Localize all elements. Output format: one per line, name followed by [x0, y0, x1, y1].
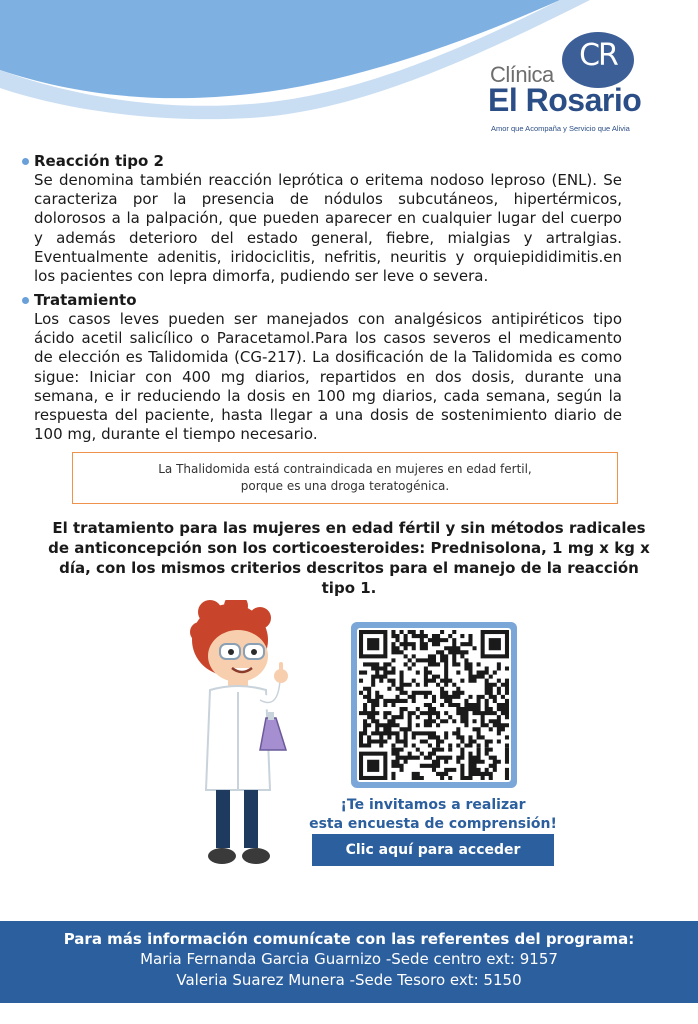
logo-monogram: CR: [579, 38, 617, 73]
section-tratamiento: [34, 291, 622, 444]
qr-code-icon: [357, 628, 511, 782]
invite-line-2: esta encuesta de comprensión!: [309, 816, 557, 832]
survey-access-button[interactable]: Clic aquí para acceder: [312, 834, 554, 866]
section-body: Los casos leves pueden ser manejados con analgésicos antipiréticos tipo ácido acetil salicílico o Paracetamol.Para los casos severos el medicamento de elección es Talidomida (CG-217). La dosificación de la Talidomida es como sigue: Iniciar con 400 mg diarios, repartidos en dos dosis, durante una semana, e ir reduciendo la dosis en 100 mg diarios, cada semana, según la respuesta del paciente, hasta llegar a una dosis de sostenimiento diario de 100 mg, durante el tiempo necesario.: [34, 310, 622, 444]
footer-contact-1: Maria Fernanda Garcia Guarnizo -Sede centro ext: 9157: [140, 950, 558, 968]
contact-footer: [0, 921, 698, 1003]
footer-contact-2: Valeria Suarez Munera -Sede Tesoro ext: 5150: [176, 971, 522, 989]
footer-heading: Para más información comunícate con las referentes del programa:: [63, 930, 635, 948]
note-line-1: La Thalidomida está contraindicada en mujeres en edad fertil,: [158, 462, 532, 476]
section-body: Se denomina también reacción leprótica o eritema nodoso leproso (ENL). Se caracteriza por la presencia de nódulos subcutáneos, hipertérmicos, dolorosos a la palpación, que pueden aparecer en cualquier lugar del cuerpo y además deterioro del estado general, fiebre, mialgias y artralgias. Eventualmente adenitis, iridociclitis, nefritis, neuritis y orquiepididimitis.en los pacientes con lepra dimorfa, pudiendo ser leve o severa.: [34, 171, 622, 286]
invite-line-1: ¡Te invitamos a realizar: [340, 797, 526, 813]
treatment-summary: El tratamiento para las mujeres en edad fértil y sin métodos radicales de anticoncepción son los corticoesteroides: Prednisolona, 1 mg x kg x día, con los mismos criterios descritos para el manejo de la reacción tipo 1.: [48, 519, 650, 597]
clinic-logo: [488, 32, 668, 142]
contraindication-note: [72, 452, 618, 504]
logo-tagline: Amor que Acompaña y Servicio que Alivia: [491, 124, 630, 133]
logo-name: El Rosario: [488, 82, 642, 118]
section-title: Reacción tipo 2: [34, 152, 164, 170]
note-line-2: porque es una droga teratogénica.: [240, 479, 450, 493]
qr-code-frame[interactable]: [351, 622, 517, 788]
survey-invite: [300, 796, 566, 834]
bullet-icon: [22, 158, 29, 165]
cartoon-scientist-illustration: [188, 600, 298, 875]
section-reaccion-tipo-2: [34, 152, 622, 286]
logo-clinica-text: Clínica: [490, 62, 554, 87]
bullet-icon: [22, 297, 29, 304]
section-title: Tratamiento: [34, 291, 137, 309]
